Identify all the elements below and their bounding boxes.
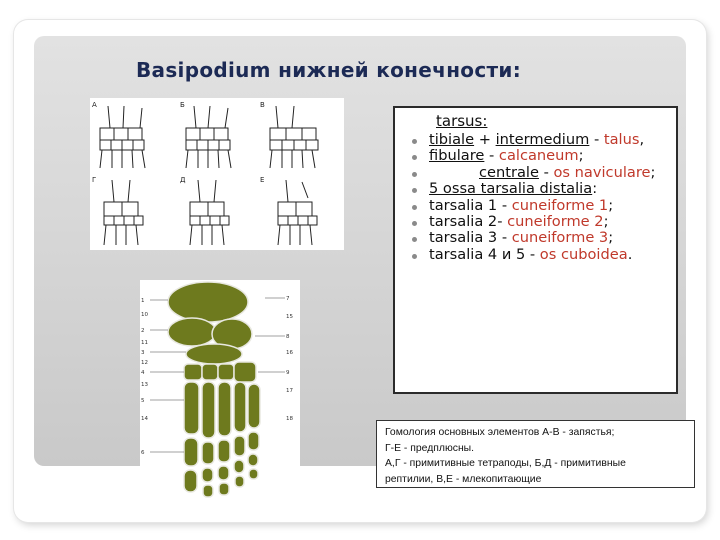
photo-label: 12 xyxy=(141,360,148,366)
bullet-icon xyxy=(412,254,417,259)
list-item: tarsalia 4 и 5 - os cuboidea. xyxy=(412,247,674,263)
foot-skeleton-photo xyxy=(140,280,300,522)
bullet-icon xyxy=(412,205,417,210)
list-item: tarsalia 2- cuneiforme 2; xyxy=(412,214,674,230)
bullet-icon xyxy=(412,155,417,160)
photo-label: 17 xyxy=(286,388,293,394)
photo-label: 4 xyxy=(141,370,145,376)
sketch-b xyxy=(186,106,231,168)
sketch-label: В xyxy=(260,101,265,109)
sketch-f xyxy=(278,180,317,245)
photo-label: 9 xyxy=(286,370,290,376)
photo-label: 1 xyxy=(141,298,145,304)
sketch-label: Б xyxy=(180,101,185,109)
bullet-icon xyxy=(412,237,417,242)
sketch-label: А xyxy=(92,101,97,109)
figure-caption xyxy=(376,420,695,488)
list-item: 5 ossa tarsalia distalia: xyxy=(412,181,674,197)
photo-label: 11 xyxy=(141,340,148,346)
bullet-icon xyxy=(412,188,417,193)
photo-label: 3 xyxy=(141,350,145,356)
bullet-icon xyxy=(412,221,417,226)
sketch-a xyxy=(100,106,145,168)
sketch-d xyxy=(104,180,143,245)
list-item: tarsalia 3 - cuneiforme 3; xyxy=(412,230,674,246)
list-item: centrale - os naviculare; xyxy=(412,165,674,181)
photo-label: 5 xyxy=(141,398,145,404)
photo-label: 13 xyxy=(141,382,148,388)
sketch-label: Г xyxy=(92,176,97,184)
photo-label: 10 xyxy=(141,312,148,318)
caption-line: рептилии, В,Е - млекопитающие xyxy=(385,473,542,485)
sketch-c xyxy=(270,106,318,168)
caption-line: Г-Е - предплюсны. xyxy=(385,442,475,454)
photo-label: 15 xyxy=(286,314,293,320)
comparative-bone-sketches xyxy=(90,98,344,250)
photo-label: 18 xyxy=(286,416,293,422)
tarsus-term-list xyxy=(412,132,674,263)
caption-line: А,Г - примитивные тетраподы, Б,Д - примитивные xyxy=(385,458,626,470)
tarsus-heading: tarsus: xyxy=(436,112,488,130)
photo-label: 7 xyxy=(286,296,290,302)
list-item: tibiale + intermedium - talus, xyxy=(412,132,674,148)
photo-label: 14 xyxy=(141,416,148,422)
photo-label: 16 xyxy=(286,350,293,356)
bullet-icon xyxy=(412,139,417,144)
caption-line: Гомология основных элементов А-В - запястья; xyxy=(385,427,615,438)
list-item: tarsalia 1 - cuneiforme 1; xyxy=(412,198,674,214)
slide-title: Basipodium нижней конечности: xyxy=(136,58,522,82)
photo-label: 2 xyxy=(141,328,145,334)
sketch-label: Д xyxy=(180,176,186,184)
photo-label: 8 xyxy=(286,334,290,340)
photo-label: 6 xyxy=(141,450,145,456)
bullet-icon xyxy=(412,172,417,177)
sketch-label: Е xyxy=(260,176,265,184)
sketch-e xyxy=(190,180,229,245)
list-item: fibulare - calcaneum; xyxy=(412,148,674,164)
